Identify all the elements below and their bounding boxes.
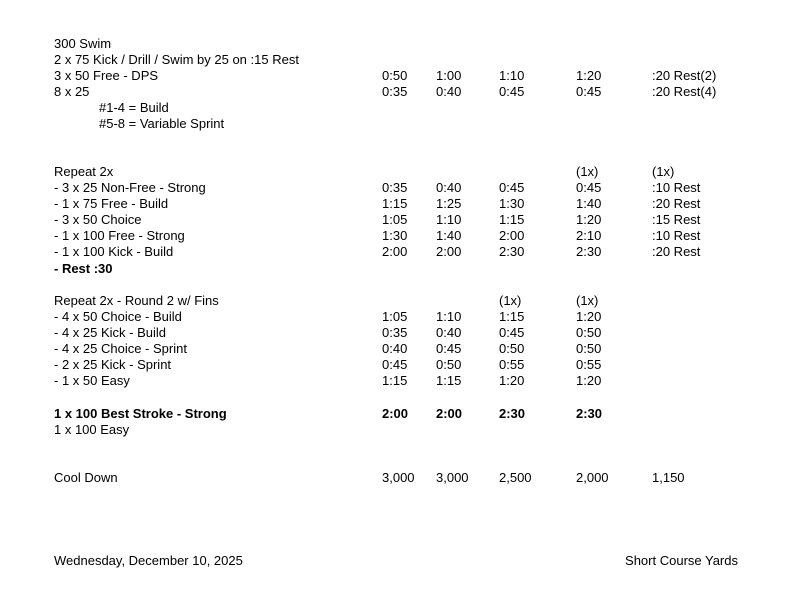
row-description: 8 x 25 [54,84,90,99]
row-description: - 1 x 100 Kick - Build [54,244,174,259]
row-set2-choice-build [0,309,792,325]
row-description: 1 x 100 Easy [54,422,130,437]
total-col-1: 3,000 [382,470,415,485]
rest-col: :10 Rest [652,180,701,195]
interval-col-3: 2:00 [499,228,525,243]
interval-col-4: (1x) [576,164,599,179]
row-description: Repeat 2x [54,164,114,179]
row-description: - 4 x 25 Choice - Sprint [54,341,187,356]
interval-col-2: 0:50 [436,357,462,372]
interval-col-2: 1:10 [436,212,462,227]
row-warmup-kick-drill-swim [0,52,792,68]
row-description: #1-4 = Build [99,100,169,115]
row-set1-header [0,164,792,180]
interval-col-2: 0:40 [436,325,462,340]
interval-col-2: 1:40 [436,228,462,243]
interval-col-2: 0:45 [436,341,462,356]
interval-col-2: 2:00 [436,244,462,259]
row-description: 2 x 75 Kick / Drill / Swim by 25 on :15 Rest [54,52,299,67]
interval-col-4: 0:55 [576,357,602,372]
rest-col: :10 Rest [652,228,701,243]
row-set2-choice-sprint [0,341,792,357]
row-description: - 1 x 75 Free - Build [54,196,169,211]
total-col-2: 3,000 [436,470,469,485]
interval-col-3: (1x) [499,293,522,308]
interval-col-4: 0:50 [576,341,602,356]
interval-col-4: (1x) [576,293,599,308]
row-description: - Rest :30 [54,261,113,276]
interval-col-1: 1:15 [382,196,408,211]
footer [0,553,792,569]
row-note-sprint [0,116,792,132]
total-col-4: 2,000 [576,470,609,485]
interval-col-4: 2:30 [576,244,602,259]
interval-col-1: 0:50 [382,68,408,83]
interval-col-3: 1:30 [499,196,525,211]
row-set1-free-build [0,196,792,212]
interval-col-1: 1:15 [382,373,408,388]
row-description: Cool Down [54,470,118,485]
row-description: 3 x 50 Free - DPS [54,68,159,83]
row-set2-kick-build [0,325,792,341]
footer-date: Wednesday, December 10, 2025 [54,553,243,568]
row-set2-header [0,293,792,309]
interval-col-4: 1:20 [576,68,602,83]
rest-col: :15 Rest [652,212,701,227]
interval-col-4: 1:20 [576,212,602,227]
interval-col-3: 2:30 [499,244,525,259]
row-description: - 1 x 50 Easy [54,373,130,388]
row-description: - 4 x 50 Choice - Build [54,309,182,324]
interval-col-1: 0:40 [382,341,408,356]
interval-col-1: 0:35 [382,180,408,195]
row-note-build [0,100,792,116]
interval-col-4: 0:45 [576,84,602,99]
row-description: 300 Swim [54,36,112,51]
row-description: - 4 x 25 Kick - Build [54,325,166,340]
row-set1-nonfree [0,180,792,196]
row-warmup-free-dps [0,68,792,84]
row-set2-easy [0,373,792,389]
row-description: - 3 x 25 Non-Free - Strong [54,180,206,195]
row-description: - 3 x 50 Choice [54,212,142,227]
row-cooldown-totals [0,470,792,486]
interval-col-3: 2:30 [499,406,526,421]
row-description: - 1 x 100 Free - Strong [54,228,185,243]
interval-col-3: 0:55 [499,357,525,372]
interval-col-1: 1:30 [382,228,408,243]
interval-col-4: 0:45 [576,180,602,195]
interval-col-1: 0:35 [382,84,408,99]
row-easy-100 [0,422,792,438]
rest-col: :20 Rest [652,196,701,211]
interval-col-2: 1:00 [436,68,462,83]
interval-col-2: 1:25 [436,196,462,211]
rest-col: (1x) [652,164,675,179]
interval-col-1: 2:00 [382,244,408,259]
row-warmup-swim [0,36,792,52]
total-col-5: 1,150 [652,470,685,485]
interval-col-1: 1:05 [382,309,408,324]
interval-col-4: 0:50 [576,325,602,340]
interval-col-1: 0:35 [382,325,408,340]
interval-col-2: 2:00 [436,406,463,421]
row-description: - 2 x 25 Kick - Sprint [54,357,172,372]
interval-col-2: 0:40 [436,180,462,195]
row-set1-choice [0,212,792,228]
interval-col-1: 2:00 [382,406,409,421]
interval-col-4: 2:10 [576,228,602,243]
footer-course: Short Course Yards [625,553,738,568]
interval-col-4: 1:40 [576,196,602,211]
row-best-stroke [0,406,792,422]
row-description: #5-8 = Variable Sprint [99,116,225,131]
interval-col-2: 0:40 [436,84,462,99]
row-set1-rest [0,261,792,277]
interval-col-4: 1:20 [576,373,602,388]
row-description: Repeat 2x - Round 2 w/ Fins [54,293,219,308]
interval-col-1: 1:05 [382,212,408,227]
interval-col-4: 1:20 [576,309,602,324]
rest-col: :20 Rest(4) [652,84,717,99]
interval-col-3: 1:10 [499,68,525,83]
total-col-3: 2,500 [499,470,532,485]
interval-col-3: 0:45 [499,325,525,340]
rest-col: :20 Rest [652,244,701,259]
rest-col: :20 Rest(2) [652,68,717,83]
row-set1-kick-build [0,244,792,260]
interval-col-1: 0:45 [382,357,408,372]
interval-col-4: 2:30 [576,406,603,421]
row-description: 1 x 100 Best Stroke - Strong [54,406,227,421]
interval-col-3: 0:45 [499,84,525,99]
interval-col-3: 1:20 [499,373,525,388]
interval-col-3: 0:45 [499,180,525,195]
interval-col-2: 1:15 [436,373,462,388]
interval-col-3: 1:15 [499,212,525,227]
row-warmup-8x25 [0,84,792,100]
row-set2-kick-sprint [0,357,792,373]
interval-col-3: 0:50 [499,341,525,356]
row-set1-free-strong [0,228,792,244]
interval-col-3: 1:15 [499,309,525,324]
interval-col-2: 1:10 [436,309,462,324]
